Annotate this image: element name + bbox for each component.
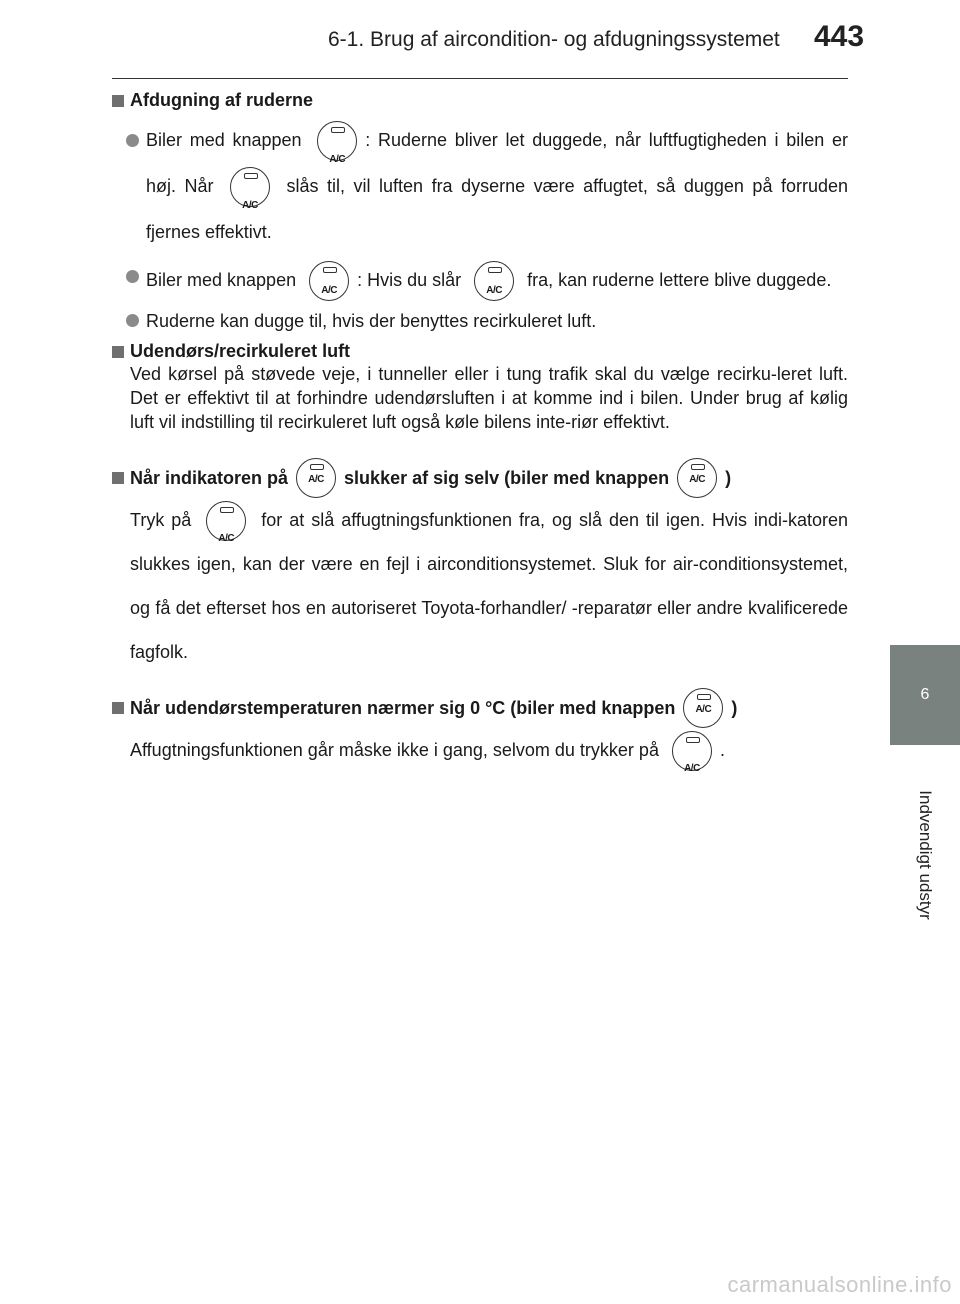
ac-button-icon: A/C (309, 261, 349, 301)
ac-button-icon: A/C (317, 121, 357, 161)
circle-bullet-icon (126, 134, 139, 147)
ac-button-icon: A/C (672, 731, 712, 771)
section-title: 6-1. Brug af aircondition- og afdugningssystemet (328, 28, 780, 51)
page-number: 443 (814, 20, 865, 53)
ac-button-icon: A/C (230, 167, 270, 207)
paragraph: Affugtningsfunktionen går måske ikke i gang, selvom du trykker på A/C . (112, 728, 848, 772)
header-divider (112, 78, 848, 79)
section-defogging (112, 90, 848, 335)
section-low-temperature (112, 688, 848, 775)
square-bullet-icon (112, 702, 124, 714)
ac-button-icon: A/C (206, 501, 246, 541)
chapter-number: 6 (920, 686, 930, 703)
watermark: carmanualsonline.info (727, 1272, 952, 1297)
paragraph: Tryk på A/C for at slå affugtningsfunktionen fra, og slå den til igen. Hvis indi-katoren slukkes igen, kan der være en fejl i airconditionsystemet. Sluk for air-conditionsystemet, og få det efterset hos en autoriseret Toyota-forhandler/ -reparatør eller andre kvalificerede fagfolk. (112, 498, 848, 674)
list-item: Biler med knappen A/C : Hvis du slår A/C fra, kan ruderne lettere blive duggede. (112, 261, 848, 301)
square-bullet-icon (112, 95, 124, 107)
section-recirculated-air (112, 341, 848, 434)
list-item: Ruderne kan dugge til, hvis der benyttes recirkuleret luft. (112, 307, 848, 335)
ac-button-icon: A/C (474, 261, 514, 301)
circle-bullet-icon (126, 314, 139, 327)
section-heading: Når udendørstemperaturen nærmer sig 0 °C (biler med knappen A/C ) (112, 688, 848, 728)
page-content (112, 90, 849, 775)
paragraph: Ved kørsel på støvede veje, i tunneller eller i tung trafik skal du vælge recirku-leret luft. Det er effektivt til at forhindre udendørsluften i at komme ind i bilen. Under brug af kølig luft vil indstilling til recirkuleret luft også køle bilens inte-riør effektivt. (130, 364, 848, 432)
square-bullet-icon (112, 472, 124, 484)
section-indicator-off (112, 458, 848, 674)
chapter-label: Indvendigt udstyr (916, 790, 935, 920)
section-heading: Udendørs/recirkuleret luft (112, 341, 848, 362)
section-heading: Når indikatoren på A/C slukker af sig selv (biler med knappen A/C ) (112, 458, 848, 498)
circle-bullet-icon (126, 270, 139, 283)
chapter-tab (890, 645, 960, 745)
ac-button-icon: A/C (683, 688, 723, 728)
ac-button-icon: A/C (296, 458, 336, 498)
list-item: Biler med knappen A/C : Ruderne bliver let duggede, når luftfugtigheden i bilen er høj. Når A/C slås til, vil luften fra dyserne være affugtet, så duggen på forruden fjernes effektivt. (112, 117, 848, 255)
section-heading: Afdugning af ruderne (112, 90, 848, 111)
square-bullet-icon (112, 346, 124, 358)
ac-button-icon: A/C (677, 458, 717, 498)
